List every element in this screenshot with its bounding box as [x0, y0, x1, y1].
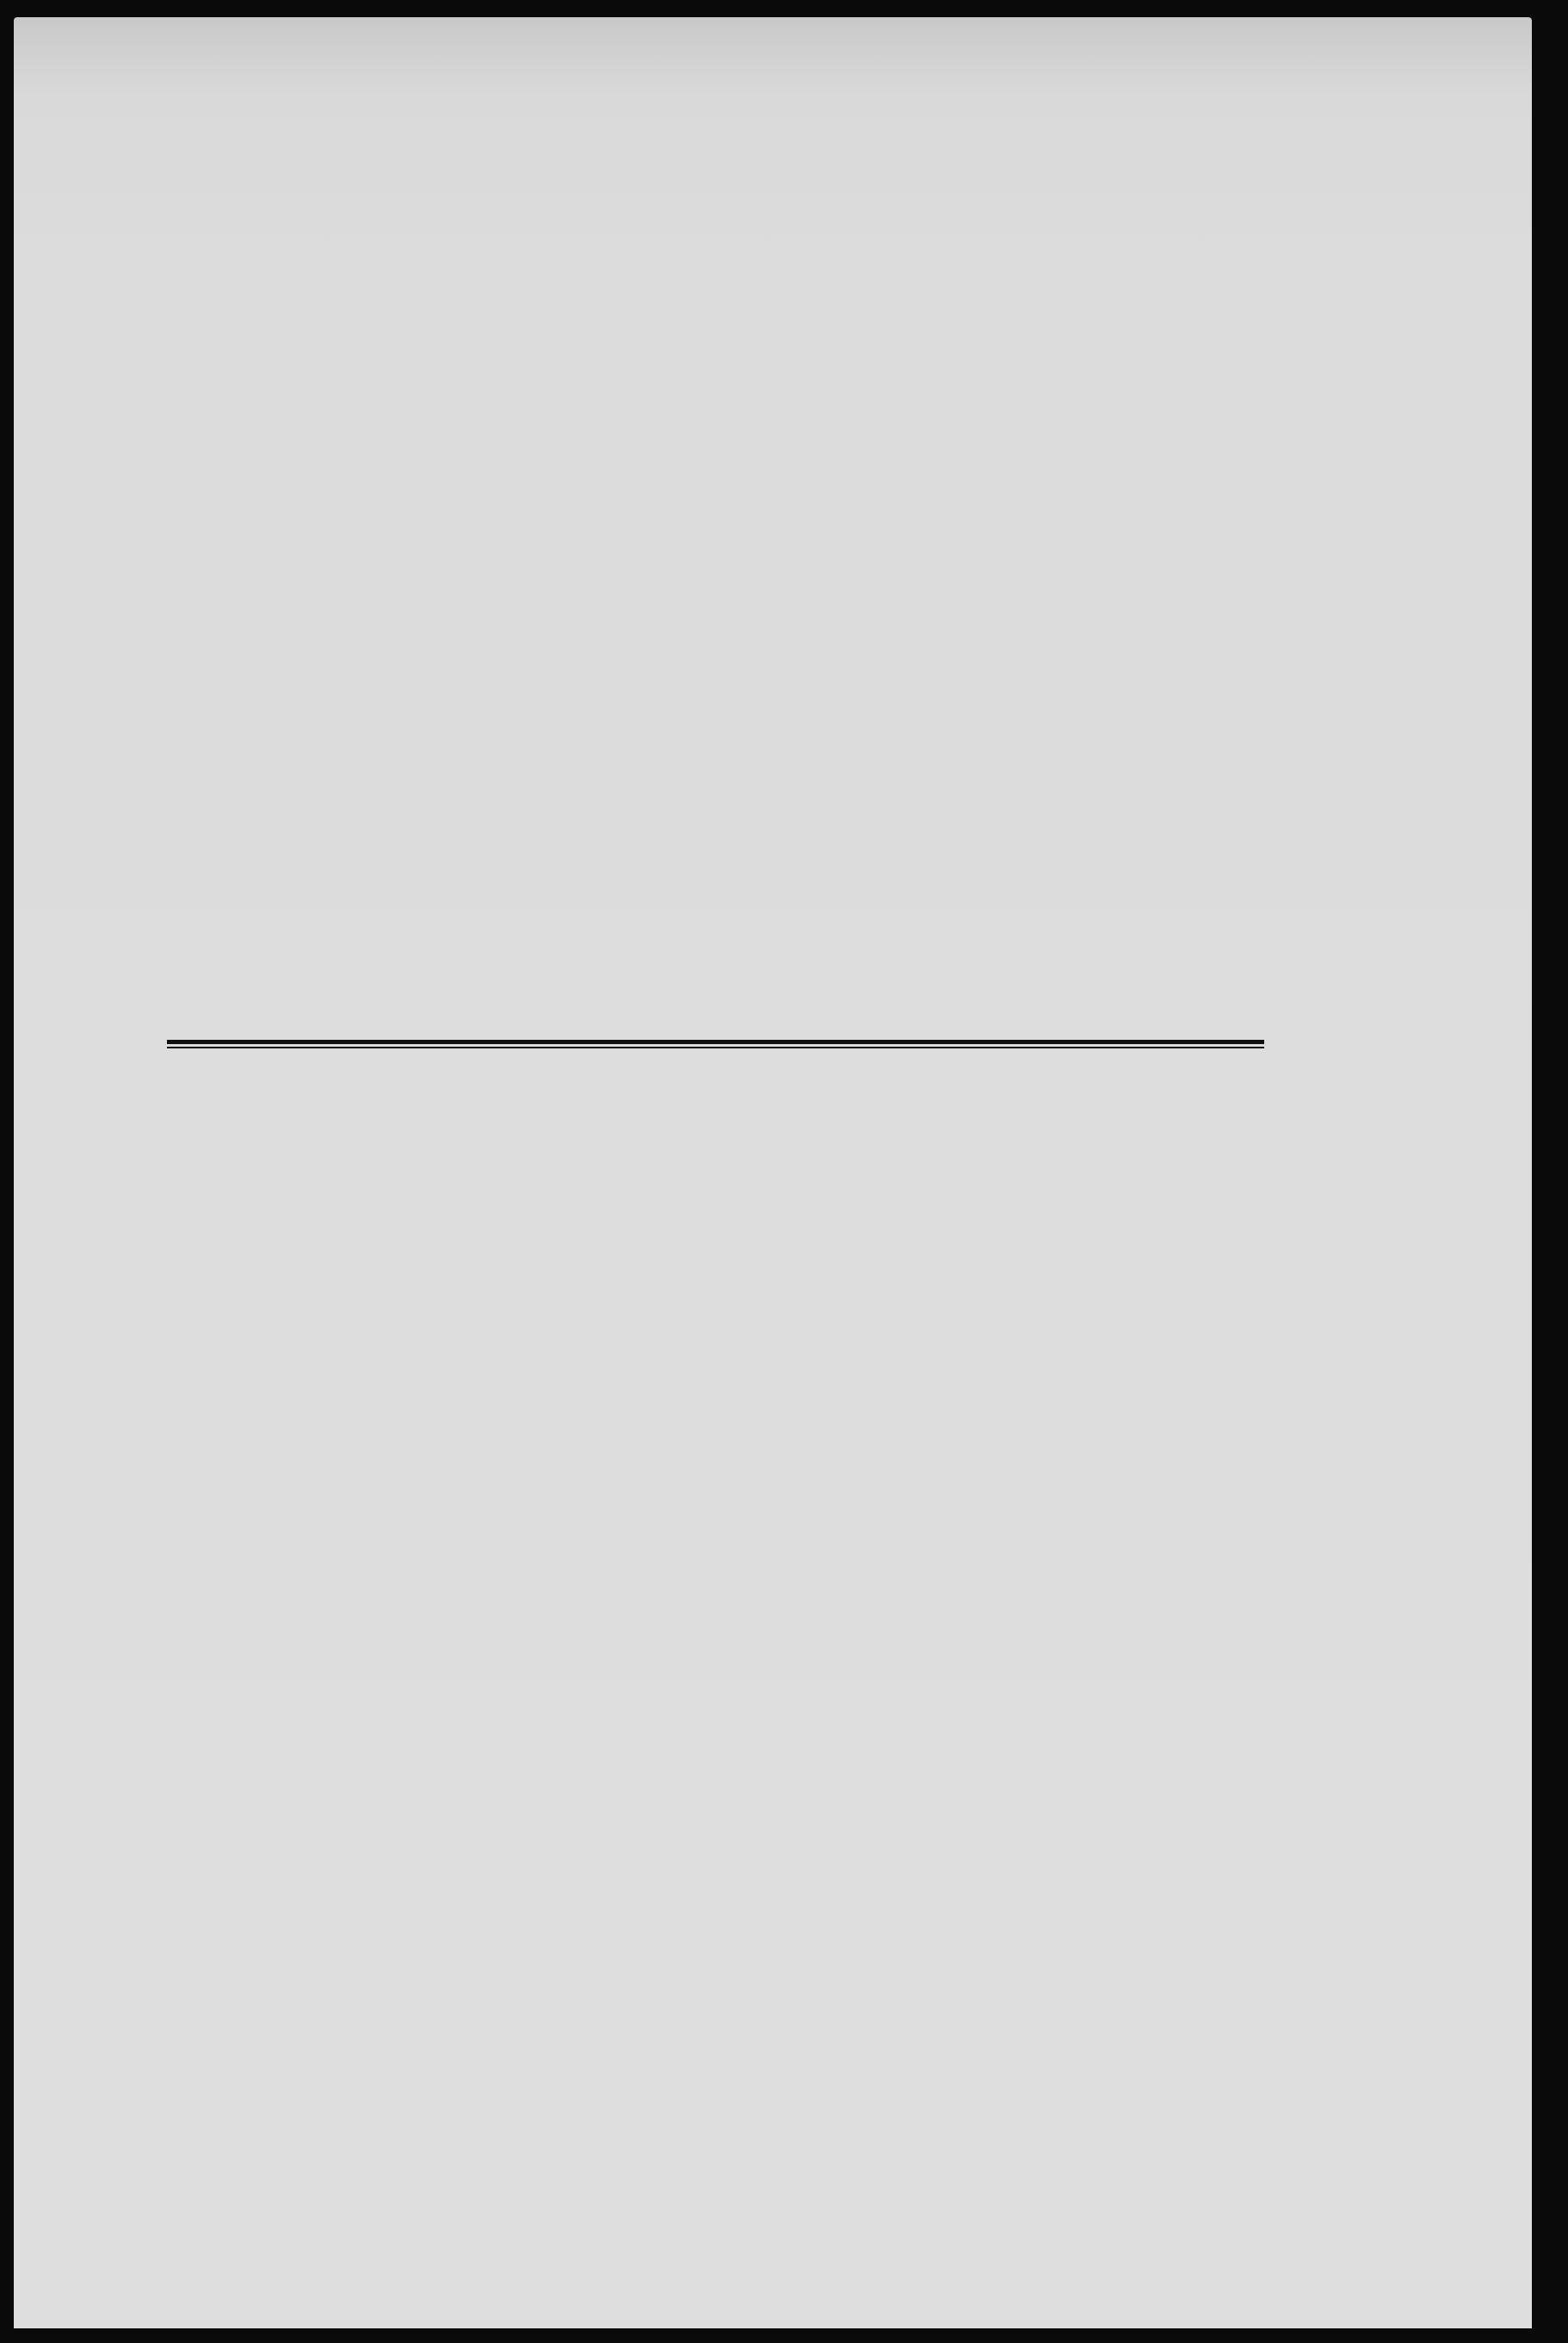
scanned-page — [14, 17, 1532, 2328]
table-top-rule — [167, 1040, 1264, 1044]
settlement-table — [167, 1040, 1264, 1982]
table-top-rule-thin — [167, 1047, 1264, 1048]
